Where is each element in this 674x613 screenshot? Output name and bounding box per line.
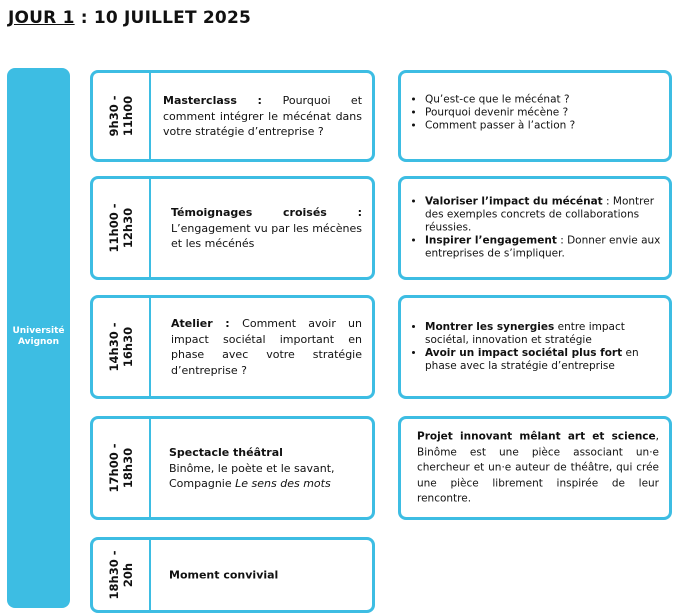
date-label: : 10 JUILLET 2025 (74, 8, 251, 28)
session-description (169, 567, 362, 583)
session-card (90, 295, 375, 399)
notes-list (411, 196, 661, 261)
list-item (425, 321, 661, 347)
session-title: Moment convivial (169, 568, 279, 582)
time-start: 17h00 - (107, 443, 121, 493)
list-item: • Comment passer à l’action ? (425, 119, 661, 132)
time-end: 12h30 (121, 207, 135, 249)
list-item (425, 347, 661, 373)
session-title: Spectacle théâtral (169, 445, 283, 459)
item-text: en phase avec la stratégie d’entreprise (425, 347, 639, 372)
notes-card (398, 176, 672, 280)
venue-line-1: Université (12, 326, 65, 336)
session-time (93, 540, 151, 610)
highlight: Valoriser l’impact du mécénat (425, 195, 603, 208)
session-time (93, 73, 151, 159)
time-start: 9h30 - (107, 95, 121, 137)
time-end: 11h00 (121, 95, 135, 137)
session-card (90, 537, 375, 613)
highlight: Avoir un impact sociétal plus fort (425, 347, 623, 359)
time-end: 16h30 (121, 326, 135, 368)
session-text: Comment avoir un impact sociétal important en phase avec votre stratégie d’entreprise ? (171, 317, 362, 377)
time-start: 18h30 - (107, 550, 121, 600)
session-title: Atelier (171, 317, 213, 330)
session-description (163, 93, 362, 140)
item-text: , Binôme est une pièce associant un·e chercheur et un·e auteur de théâtre, qui crée une pièce librement inspirée de leur rencontre. (417, 430, 659, 505)
session-separator: : (236, 93, 283, 107)
item-text: : Montrer des exemples concrets de collaborations réussies. (425, 195, 655, 234)
session-title: Masterclass (163, 93, 237, 107)
time-start: 14h30 - (107, 322, 121, 372)
notes-card (398, 416, 672, 520)
list-item: • Qu’est-ce que le mécénat ? (425, 93, 661, 106)
venue-sidebar (7, 68, 70, 608)
session-card (90, 176, 375, 280)
company-name: Le sens des mots (235, 476, 331, 490)
session-text: Pourquoi et comment intégrer le mécénat dans votre stratégie d’entreprise ? (163, 93, 363, 138)
list-item (425, 196, 661, 235)
day-label: JOUR 1 (8, 8, 75, 28)
session-description (169, 445, 362, 492)
company-label: Compagnie (169, 476, 236, 490)
list-item (425, 235, 661, 261)
session-separator: : (326, 205, 362, 219)
session-title: Témoignages croisés (171, 205, 327, 219)
notes-list (411, 321, 661, 373)
highlight: Montrer les synergies (425, 321, 555, 333)
notes-card (398, 295, 672, 399)
session-text: L’engagement vu par les mécènes et les mécénés (171, 221, 362, 250)
session-card (90, 416, 375, 520)
session-description (171, 205, 362, 252)
session-subtitle: Binôme, le poète et le savant, (169, 461, 335, 475)
item-text: : Donner envie aux entreprises de s’impliquer. (425, 234, 661, 260)
venue-label (7, 326, 70, 348)
session-time (93, 419, 151, 517)
project-description (417, 429, 659, 507)
time-start: 11h00 - (107, 203, 121, 253)
notes-card (398, 70, 672, 162)
time-end: 18h30 (121, 447, 135, 489)
list-item: • Pourquoi devenir mécène ? (425, 106, 661, 119)
session-card (90, 70, 375, 162)
notes-list (411, 93, 661, 132)
highlight: Projet innovant mêlant art et science (417, 430, 656, 443)
session-separator: : (212, 317, 243, 330)
highlight: Inspirer l’engagement (425, 234, 557, 247)
time-end: 20h (121, 562, 135, 588)
session-description (171, 316, 362, 378)
session-time (93, 298, 151, 396)
session-time (93, 179, 151, 277)
page-title (8, 8, 251, 28)
venue-line-2: Avignon (17, 337, 60, 347)
item-text: entre impact sociétal, innovation et stratégie (425, 321, 625, 346)
